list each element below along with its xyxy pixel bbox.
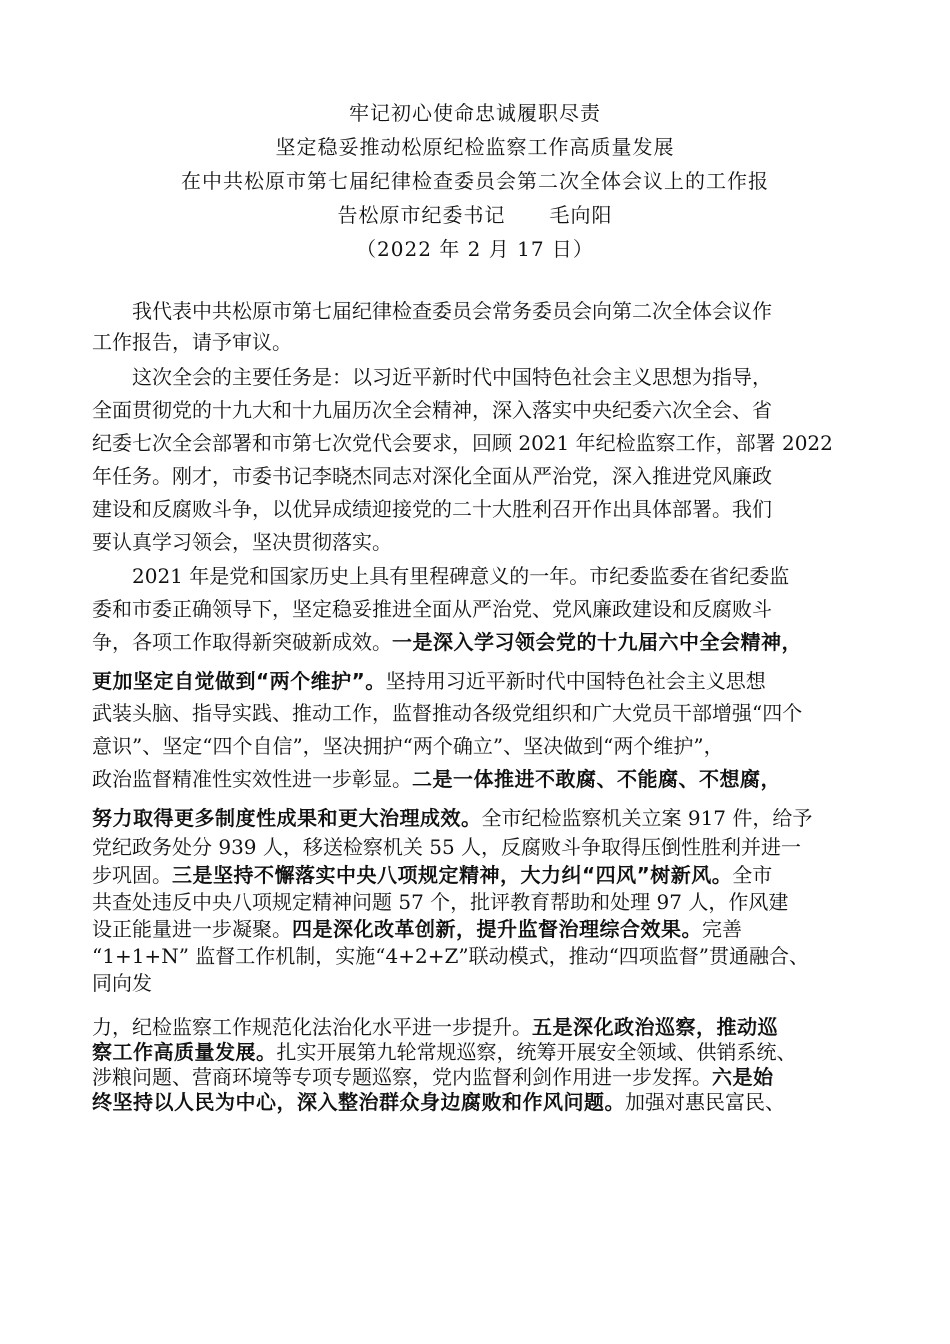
body-line: 这次全会的主要任务是：以习近平新时代中国特色社会主义思想为指导， <box>132 365 772 389</box>
body-text: 争，各项工作取得新突破新成效。 <box>92 630 392 654</box>
title-line-2: 坚定稳妥推动松原纪检监察工作高质量发展 <box>275 135 675 159</box>
report-title-block <box>0 96 950 266</box>
body-text: 坚持用习近平新时代中国特色社会主义思想 <box>385 669 766 693</box>
bold-heading-1: 一是深入学习领会党的十九届六中全会精神， <box>392 630 802 654</box>
title-line-1: 牢记初心使命忠诚履职尽责 <box>349 101 601 125</box>
body-line <box>92 860 772 890</box>
body-line: 同向发 <box>92 971 152 995</box>
body-text: 完善 <box>702 917 742 941</box>
body-text: 扎实开展第九轮常规巡察，统筹开展安全领域、供销系统、 <box>276 1040 797 1064</box>
body-line: 意识”、坚定“四个自信”，坚决拥护“两个确立”、坚决做到“两个维护”， <box>92 734 724 758</box>
body-text: 涉粮问题、营商环境等专项专题巡察，党内监督利剑作用进一步发挥。 <box>92 1065 712 1089</box>
bold-heading-1-cont: 更加坚定自觉做到“两个维护”。 <box>92 669 386 693</box>
body-line: 共查处违反中央八项规定精神问题 57 个，批评教育帮助和处理 97 人，作风建 <box>92 890 789 914</box>
body-line: 武装头脑、指导实践、推动工作，监督推动各级党组织和广大党员干部增强“四个 <box>92 701 803 725</box>
body-line: 委和市委正确领导下，坚定稳妥推进全面从严治党、党风廉政建设和反腐败斗 <box>92 597 772 621</box>
body-line: 年任务。刚才，市委书记李晓杰同志对深化全面从严治党，深入推进党风廉政 <box>92 464 772 488</box>
body-text: 设正能量进一步凝聚。 <box>92 917 292 941</box>
body-line: 我代表中共松原市第七届纪律检查委员会常务委员会向第二次全体会议作 <box>132 299 772 323</box>
bold-heading-2-cont: 努力取得更多制度性成果和更大治理成效。 <box>92 806 482 830</box>
bold-heading-4: 四是深化改革创新，提升监督治理综合效果。 <box>292 917 702 941</box>
body-text: 力，纪检监察工作规范化法治化水平进一步提升。 <box>92 1015 532 1039</box>
title-line-4 <box>0 198 950 232</box>
bold-heading-2: 二是一体推进不敢腐、不能腐、不想腐， <box>412 767 781 791</box>
body-line <box>92 803 812 833</box>
body-line: 党纪政务处分 939 人，移送检察机关 55 人，反腐败斗争取得压倒性胜利并进一 <box>92 835 802 859</box>
body-text: 步巩固。 <box>92 863 172 887</box>
body-line: “1+1+N” 监督工作机制，实施“4+2+Z”联动模式，推动“四项监督”贯通融合、 <box>92 944 810 968</box>
bold-heading-5-cont: 察工作高质量发展。 <box>92 1040 277 1064</box>
report-date: （2022 年 2 月 17 日） <box>356 237 594 261</box>
bold-heading-5: 五是深化政治巡察，推动巡 <box>532 1015 778 1039</box>
bold-heading-3: 三是坚持不懈落实中央八项规定精神，大力纠“四风”树新风。 <box>172 863 733 887</box>
bold-heading-6-cont: 终坚持以人民为中心，深入整治群众身边腐败和作风问题。 <box>92 1090 625 1114</box>
body-line <box>92 627 802 657</box>
body-line: 2021 年是党和国家历史上具有里程碑意义的一年。市纪委监委在省纪委监 <box>132 564 790 588</box>
title-author-role: 告松原市纪委书记 <box>337 203 506 227</box>
body-line <box>92 914 742 944</box>
body-text: 全市 <box>732 863 773 887</box>
body-line: 工作报告，请予审议。 <box>92 330 292 354</box>
body-text: 加强对惠民富民、 <box>625 1090 785 1114</box>
title-author-name: 毛向阳 <box>549 203 613 227</box>
body-line: 全面贯彻党的十九大和十九届历次全会精神，深入落实中央纪委六次全会、省 <box>92 398 772 422</box>
body-line: 纪委七次全会部署和市第七次党代会要求，回顾 2021 年纪检监察工作，部署 2022 <box>92 431 833 455</box>
body-line: 要认真学习领会，坚决贯彻落实。 <box>92 530 392 554</box>
body-text: 政治监督精准性实效性进一步彰显。 <box>92 767 412 791</box>
title-line-3: 在中共松原市第七届纪律检查委员会第二次全体会议上的工作报 <box>181 169 769 193</box>
body-line: 建设和反腐败斗争，以优异成绩迎接党的二十大胜利召开作出具体部署。我们 <box>92 497 772 521</box>
body-line <box>92 764 781 794</box>
body-line <box>92 1087 785 1117</box>
body-line <box>92 666 766 696</box>
bold-heading-6: 六是始 <box>712 1065 774 1089</box>
body-text: 全市纪检监察机关立案 917 件，给予 <box>481 806 813 830</box>
